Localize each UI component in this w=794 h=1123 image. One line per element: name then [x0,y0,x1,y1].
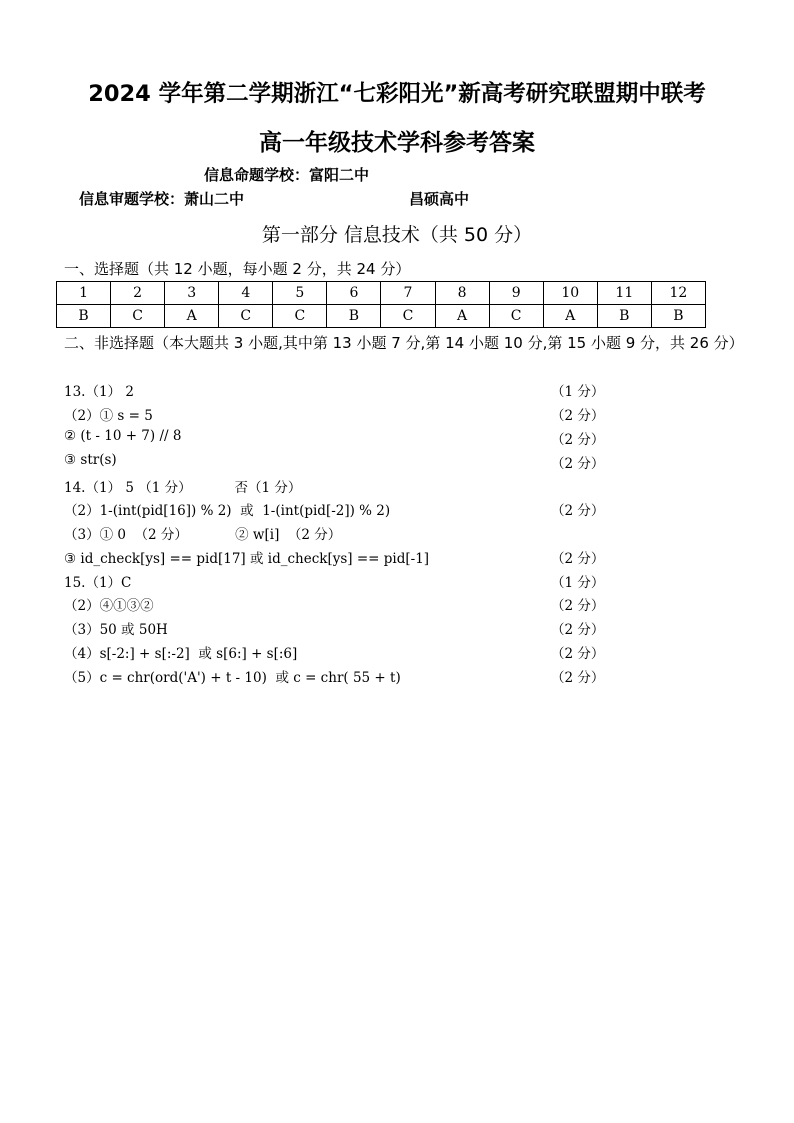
answer-line: （5）c = chr(ord('A') + t - 10) 或 c = chr( 55 + t) [64,670,401,686]
part-title: 第一部分 信息技术（共 50 分） [261,224,533,246]
question-number: 5 [273,282,327,305]
answer-cell: C [111,305,165,328]
question-number: 1 [57,282,111,305]
question-number: 10 [543,282,597,305]
question-number: 6 [327,282,381,305]
answer-line: ② (t - 10 + 7) // 8 [64,428,182,444]
answer-cell: C [489,305,543,328]
score-label: （1 分） [551,384,605,400]
score-label: （2 分） [551,503,605,519]
answer-line: （3）50 或 50H [64,622,168,638]
score-label: （2 分） [551,551,605,567]
question-setter-school: 信息命题学校：富阳二中 [204,166,370,184]
question-number: 7 [381,282,435,305]
answer-cell: C [381,305,435,328]
document-subtitle: 高一年级技术学科参考答案 [259,130,535,156]
answer-cell: B [597,305,651,328]
answer-cell: B [57,305,111,328]
reviewer-school-primary: 信息审题学校：萧山二中 [79,190,245,208]
document-title: 2024 学年第二学期浙江“七彩阳光”新高考研究联盟期中联考 [88,81,706,107]
question-number: 4 [219,282,273,305]
question-number: 8 [435,282,489,305]
answer-cell: A [435,305,489,328]
score-label: （1 分） [551,575,605,591]
answer-cell: C [273,305,327,328]
score-label: （2 分） [551,622,605,638]
answer-table-number-row [57,282,706,305]
question-number: 12 [651,282,705,305]
answer-line: （2）④①③② [64,598,154,614]
question-number: 9 [489,282,543,305]
question-number: 2 [111,282,165,305]
answer-line: （3）① 0 （2 分） ② w[i] （2 分） [64,527,342,543]
answer-line: （2）1-(int(pid[16]) % 2) 或 1-(int(pid[-2]) % 2) [64,503,391,519]
answer-line: 14.（1） 5 （1 分） 否（1 分） [64,480,302,496]
answer-line: （4）s[-2:] + s[:-2] 或 s[6:] + s[:6] [64,646,298,662]
answer-line: ③ id_check[ys] == pid[17] 或 id_check[ys] == pid[-1] [64,551,430,567]
answer-cell: B [327,305,381,328]
answer-line: ③ str(s) [64,452,117,468]
answer-cell: A [165,305,219,328]
answer-cell: B [651,305,705,328]
section1-heading: 一、选择题（共 12 小题，每小题 2 分，共 24 分） [64,260,411,278]
reviewer-school-secondary: 昌硕高中 [409,190,470,208]
answer-line: （2）① s = 5 [64,408,153,424]
answer-table-answer-row [57,305,706,328]
answer-cell: A [543,305,597,328]
answer-cell: C [219,305,273,328]
score-label: （2 分） [551,646,605,662]
section2-heading: 二、非选择题（本大题共 3 小题,其中第 13 小题 7 分,第 14 小题 10 分,第 15 小题 9 分，共 26 分） [64,334,744,352]
score-label: （2 分） [551,432,605,448]
score-label: （2 分） [551,670,605,686]
score-label: （2 分） [551,456,605,472]
question-number: 3 [165,282,219,305]
score-label: （2 分） [551,408,605,424]
answer-line: 15.（1）C [64,575,132,591]
score-label: （2 分） [551,598,605,614]
question-number: 11 [597,282,651,305]
answer-line: 13.（1） 2 [64,384,134,400]
answer-table [56,281,706,328]
